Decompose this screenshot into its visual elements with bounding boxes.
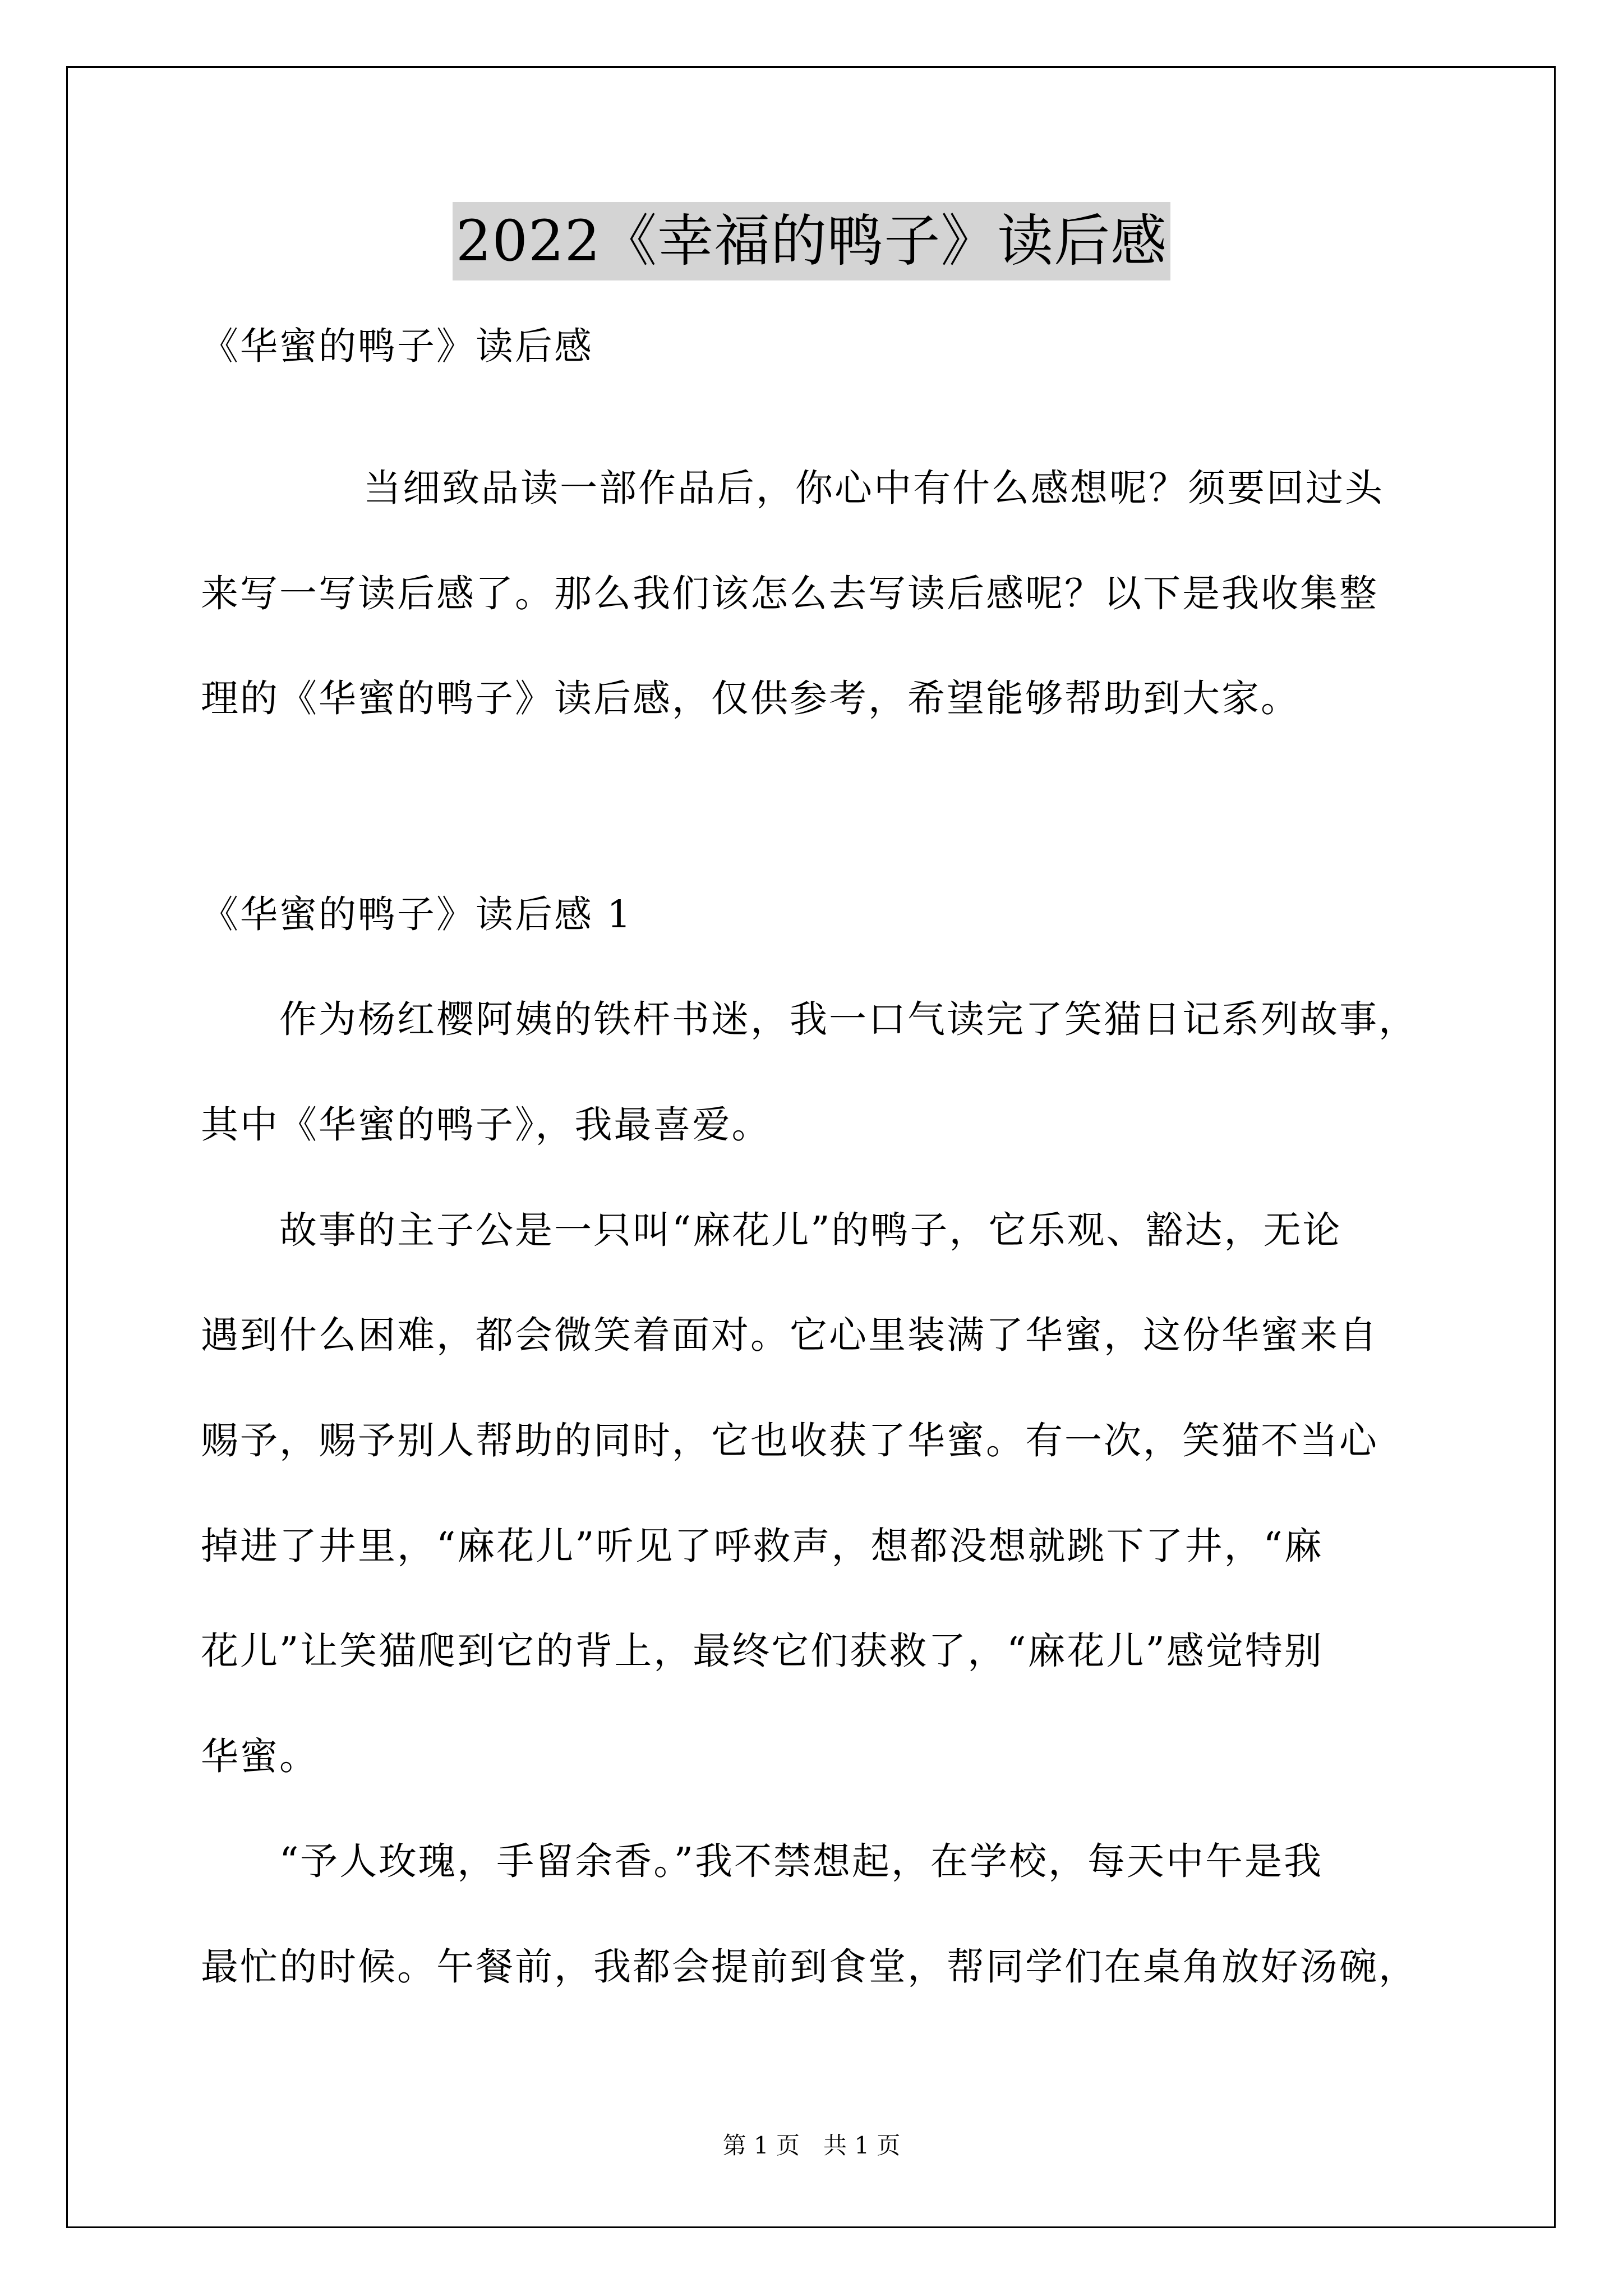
body-line-4: 遇到什么困难，都会微笑着面对。它心里装满了华蜜，这份华蜜来自: [201, 1313, 1378, 1357]
body-line-9: “予人玫瑰，手留余香。”我不禁想起，在学校，每天中午是我: [279, 1839, 1324, 1883]
body-line-7: 花儿”让笑猫爬到它的背上，最终它们获救了，“麻花儿”感觉特别: [201, 1629, 1324, 1673]
document-title: 2022《幸福的鸭子》读后感: [453, 202, 1171, 280]
body-line-3: 故事的主子公是一只叫“麻花儿”的鸭子，它乐观、豁达，无论: [279, 1208, 1342, 1252]
body-line-10: 最忙的时候。午餐前，我都会提前到食堂，帮同学们在桌角放好汤碗，: [201, 1945, 1418, 1989]
body-line-2: 其中《华蜜的鸭子》，我最喜爱。: [201, 1103, 771, 1147]
body-line-5: 赐予，赐予别人帮助的同时，它也收获了华蜜。有一次，笑猫不当心: [201, 1419, 1378, 1462]
intro-line-1: 当细致品读一部作品后，你心中有什么感想呢？须要回过头: [363, 466, 1384, 510]
document-subtitle: 《华蜜的鸭子》读后感: [201, 324, 593, 368]
page-footer: 第 1 页 共 1 页: [722, 2132, 901, 2159]
title-container: [0, 202, 1623, 280]
section-heading: 《华蜜的鸭子》读后感 1: [201, 892, 633, 936]
body-line-1: 作为杨红樱阿姨的铁杆书迷，我一口气读完了笑猫日记系列故事，: [279, 997, 1418, 1041]
body-line-8: 华蜜。: [201, 1734, 319, 1778]
intro-line-2: 来写一写读后感了。那么我们该怎么去写读后感呢？以下是我收集整: [201, 572, 1378, 615]
body-line-6: 掉进了井里，“麻花儿”听见了呼救声，想都没想就跳下了井，“麻: [201, 1524, 1324, 1568]
intro-line-3: 理的《华蜜的鸭子》读后感，仅供参考，希望能够帮助到大家。: [201, 677, 1300, 720]
